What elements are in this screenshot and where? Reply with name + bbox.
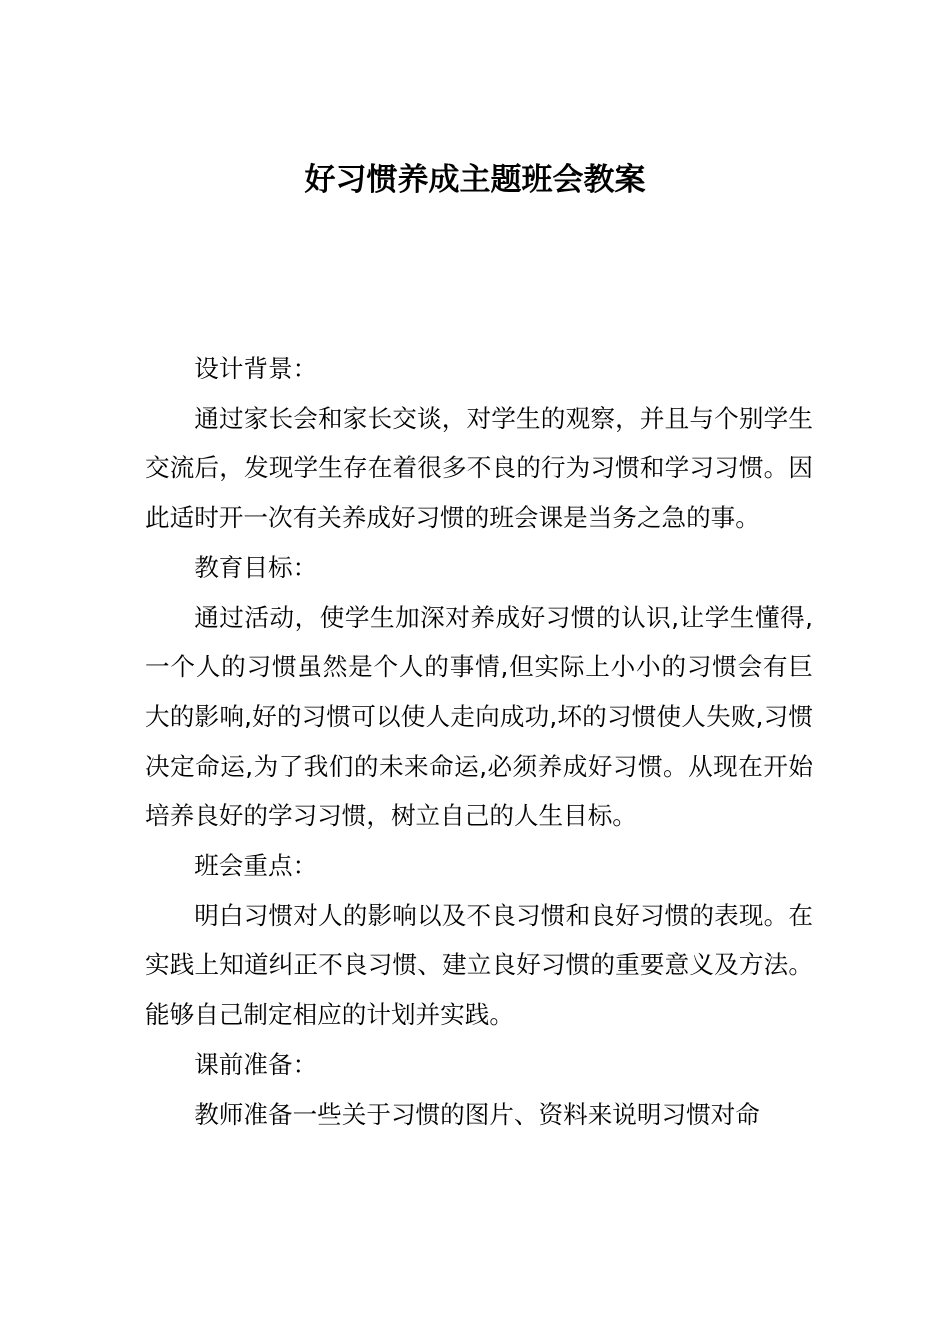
section-body-background: 通过家长会和家长交谈，对学生的观察，并且与个别学生交流后，发现学生存在着很多不良的行为习惯和学习习惯。因此适时开一次有关养成好习惯的班会课是当务之急的事。 [145,403,813,533]
section-body-preparation: 教师准备一些关于习惯的图片、资料来说明习惯对命 [194,1099,760,1129]
section-body-focus: 明白习惯对人的影响以及不良习惯和良好习惯的表现。在实践上知道纠正不良习惯、建立良好习惯的重要意义及方法。能够自己制定相应的计划并实践。 [145,900,813,1030]
section-heading-preparation: 课前准备： [194,1049,318,1079]
section-heading-focus: 班会重点： [194,851,318,881]
section-heading-background: 设计背景： [194,354,318,383]
section-body-goals: 通过活动，使学生加深对养成好习惯的认识,让学生懂得,一个人的习惯虽然是个人的事情,但实际上小小的习惯会有巨大的影响,好的习惯可以使人走向成功,坏的习惯使人失败,习惯决定命运,为了我们的未来命运,必须养成好习惯。从现在开始培养良好的学习习惯，树立自己的人生目标。 [145,602,813,831]
section-heading-goals: 教育目标： [194,552,318,582]
document-title: 好习惯养成主题班会教案 [304,162,646,198]
document-body [145,344,813,1139]
